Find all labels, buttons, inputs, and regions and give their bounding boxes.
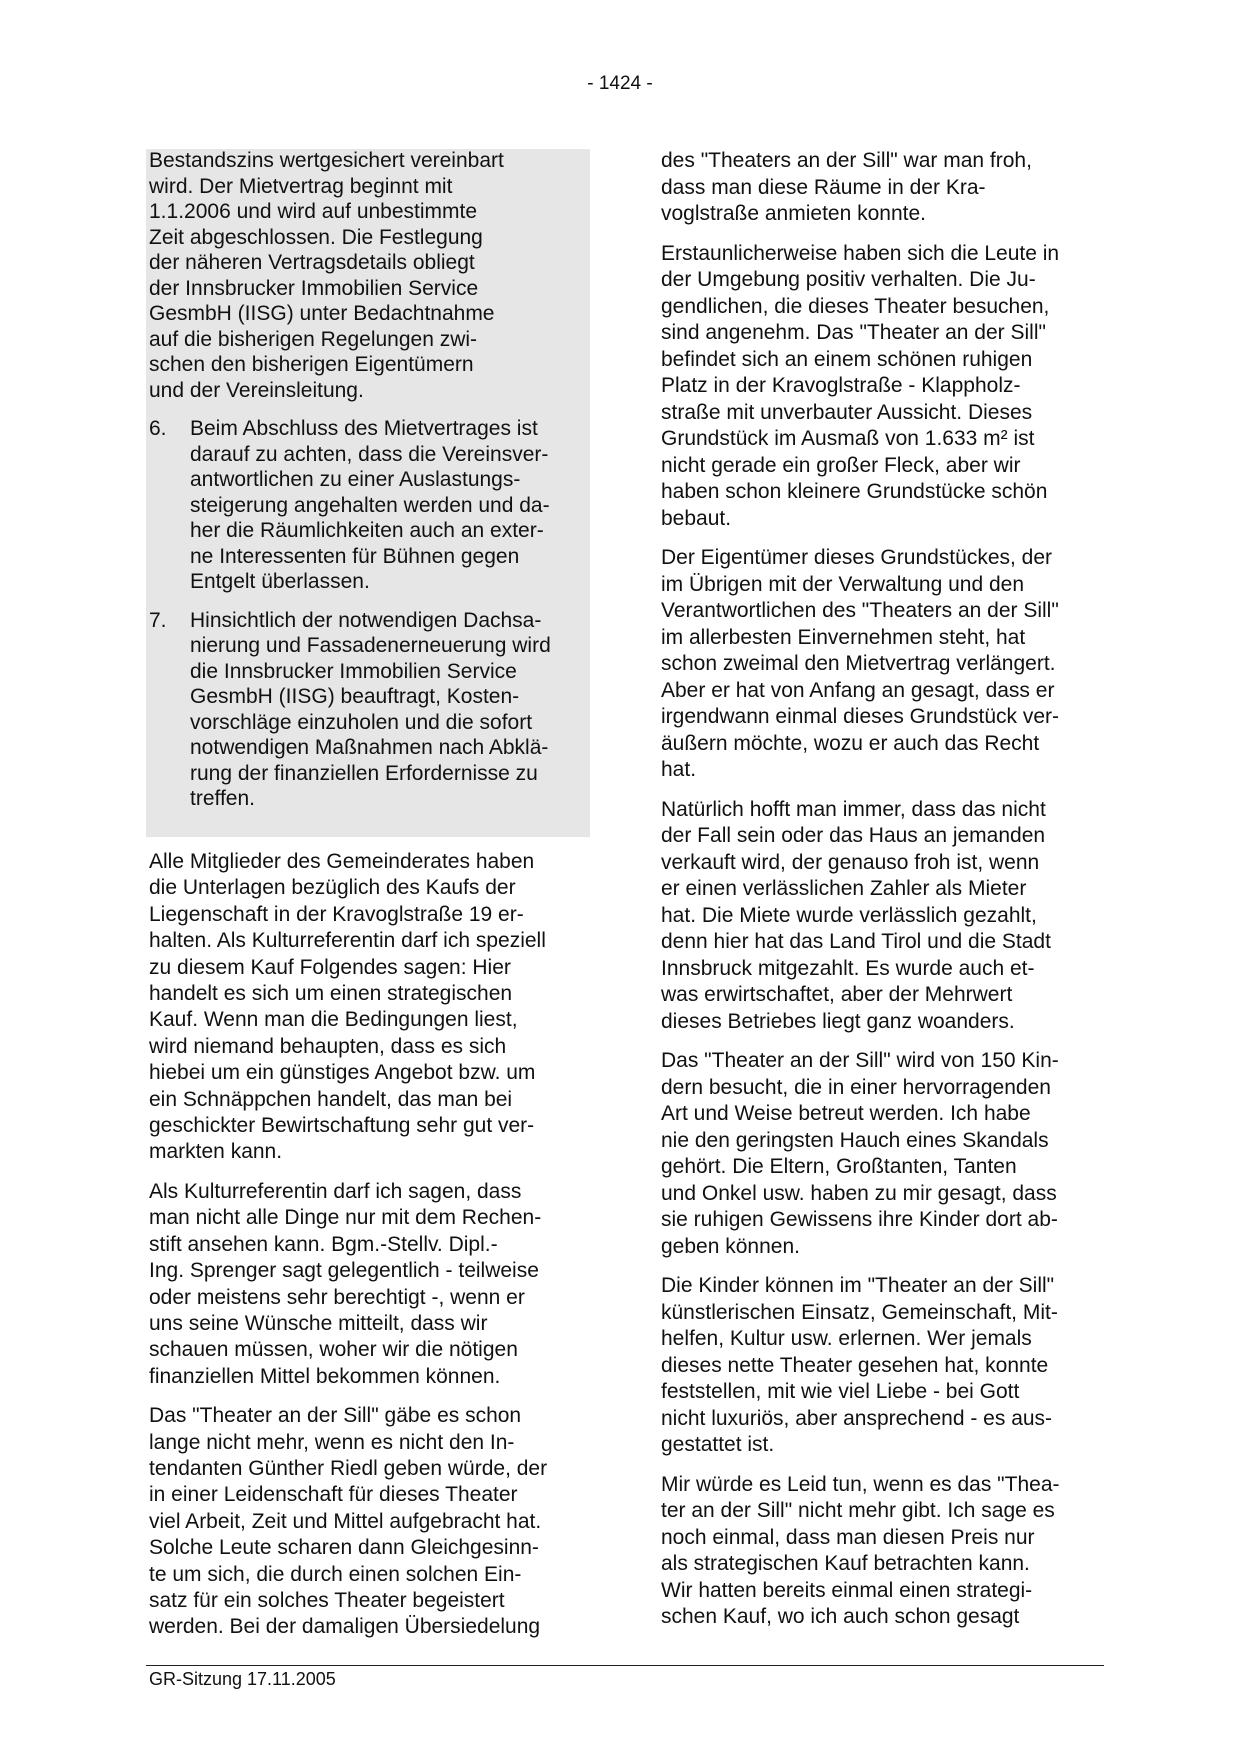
text-line: nicht gerade ein großer Fleck, aber wir [661, 453, 1021, 477]
text-line: schen den bisherigen Eigentümern [149, 353, 474, 376]
text-line: Bestandszins wertgesichert vereinbart [149, 149, 504, 172]
text-line: äußern möchte, wozu er auch das Recht [661, 731, 1040, 755]
paragraph [149, 1403, 589, 1641]
text-line: Art und Weise betreut werden. Ich habe [661, 1102, 1031, 1125]
text-line: noch einmal, dass man diesen Preis nur [661, 1525, 1035, 1549]
text-line: als strategischen Kauf betrachten kann. [661, 1552, 1030, 1575]
text-line: darauf zu achten, dass die Vereinsver- [190, 442, 549, 466]
resolution-text [149, 148, 589, 825]
text-line: ter an der Sill" nicht mehr gibt. Ich sage es [661, 1499, 1055, 1522]
text-line: im Übrigen mit der Verwaltung und den [661, 572, 1025, 596]
text-line: ein Schnäppchen handelt, das man bei [149, 1087, 513, 1111]
text-line: geben können. [661, 1234, 800, 1258]
text-line: man nicht alle Dinge nur mit dem Rechen- [149, 1206, 542, 1230]
text-line: uns seine Wünsche mitteilt, dass wir [149, 1311, 488, 1335]
text-line: Natürlich hofft man immer, dass das nicht [661, 797, 1046, 821]
text-line: sind angenehm. Das "Theater an der Sill" [661, 321, 1046, 344]
text-line: satz für ein solches Theater begeistert [149, 1588, 505, 1612]
text-line: wird niemand behaupten, dass es sich [149, 1034, 507, 1058]
text-line: dieses Betriebes liegt ganz woanders. [661, 1009, 1015, 1033]
text-line: denn hier hat das Land Tirol und die Stadt [661, 930, 1051, 953]
text-line: Das "Theater an der Sill" gäbe es schon [149, 1404, 522, 1428]
text-line: dern besucht, die in einer hervorragenden [661, 1075, 1051, 1099]
text-line: die Unterlagen bezüglich des Kaufs der [149, 876, 516, 900]
text-line: der Innsbrucker Immobilien Service [149, 276, 479, 300]
text-line: nicht luxuriös, aber ansprechend - es aus- [661, 1406, 1053, 1430]
footer-divider [146, 1665, 1104, 1666]
text-line: Grundstück im Ausmaß von 1.633 m² ist [661, 427, 1035, 450]
text-line: helfen, Kultur usw. erlernen. Wer jemals [661, 1327, 1032, 1350]
text-line: hat. Die Miete wurde verlässlich gezahlt, [661, 903, 1037, 927]
text-line: hiebei um ein günstiges Angebot bzw. um [149, 1061, 536, 1085]
text-line: sie ruhigen Gewissens ihre Kinder dort ab- [661, 1208, 1058, 1231]
paragraph [661, 797, 1106, 1036]
text-line: der Fall sein oder das Haus an jemanden [661, 824, 1046, 847]
text-line: gehört. Die Eltern, Großtanten, Tanten [661, 1155, 1017, 1178]
text-line: Die Kinder können im "Theater an der Sill" [661, 1274, 1055, 1297]
text-line: verkauft wird, der genauso froh ist, wenn [661, 850, 1040, 874]
text-line: schen Kauf, wo ich auch schon gesagt [661, 1605, 1020, 1628]
text-line: was erwirtschaftet, aber der Mehrwert [661, 983, 1013, 1006]
list-item-text [190, 416, 589, 595]
text-line: schon zweimal den Mietvertrag verlängert. [661, 652, 1056, 675]
text-line: Zeit abgeschlossen. Die Festlegung [149, 225, 483, 249]
text-line: her die Räumlichkeiten auch an exter- [190, 519, 544, 542]
text-line: und Onkel usw. haben zu mir gesagt, dass [661, 1181, 1057, 1205]
paragraph [661, 1048, 1106, 1260]
text-line: zu diesem Kauf Folgendes sagen: Hier [149, 955, 511, 979]
text-line: und der Vereinsleitung. [149, 378, 364, 402]
text-line: dieses nette Theater gesehen hat, konnte [661, 1353, 1049, 1377]
text-line: treffen. [190, 787, 255, 810]
left-column [149, 849, 589, 1654]
text-line: Kauf. Wenn man die Bedingungen liest, [149, 1008, 518, 1032]
text-line: notwendigen Maßnahmen nach Abklä- [190, 736, 549, 759]
list-number: 7. [149, 608, 167, 632]
text-line: die Innsbrucker Immobilien Service [190, 659, 517, 683]
text-line: der Umgebung positiv verhalten. Die Ju- [661, 268, 1036, 291]
text-line: Ing. Sprenger sagt gelegentlich - teilweise [149, 1259, 539, 1283]
paragraph [149, 849, 589, 1166]
resolution-item-6 [149, 416, 589, 595]
text-line: werden. Bei der damaligen Übersiedelung [149, 1615, 541, 1639]
text-line: Liegenschaft in der Kravoglstraße 19 er- [149, 902, 524, 926]
text-line: straße mit unverbauter Aussicht. Dieses [661, 400, 1033, 424]
text-line: Mir würde es Leid tun, wenn es das "Thea- [661, 1472, 1060, 1496]
text-line: gendlichen, die dieses Theater besuchen, [661, 294, 1050, 318]
text-line: handelt es sich um einen strategischen [149, 982, 513, 1006]
text-line: Als Kulturreferentin darf ich sagen, dass [149, 1179, 522, 1203]
text-line: hat. [661, 758, 697, 781]
text-line: 1.1.2006 und wird auf unbestimmte [149, 200, 478, 223]
text-line: haben schon kleinere Grundstücke schön [661, 480, 1048, 503]
text-line: Das "Theater an der Sill" wird von 150 Kin- [661, 1049, 1059, 1072]
text-line: antwortlichen zu einer Auslastungs- [190, 468, 521, 491]
list-item-text [190, 608, 589, 812]
text-line: Innsbruck mitgezahlt. Es wurde auch et- [661, 956, 1035, 980]
right-column [661, 148, 1106, 1644]
text-line: lange nicht mehr, wenn es nicht den In- [149, 1430, 515, 1454]
text-line: vorschläge einzuholen und die sofort [190, 710, 533, 734]
text-line: Verantwortlichen des "Theaters an der Sill" [661, 599, 1059, 622]
paragraph [149, 1179, 589, 1390]
footer-session-date: GR-Sitzung 17.11.2005 [149, 1669, 336, 1689]
text-line: der näheren Vertragsdetails obliegt [149, 251, 475, 274]
text-line: Aber er hat von Anfang an gesagt, dass er [661, 678, 1055, 702]
text-line: finanziellen Mittel bekommen können. [149, 1364, 501, 1388]
text-line: Wir hatten bereits einmal einen strategi- [661, 1578, 1033, 1602]
paragraph [661, 241, 1106, 533]
text-line: im allerbesten Einvernehmen steht, hat [661, 625, 1026, 649]
text-line: Erstaunlicherweise haben sich die Leute in [661, 241, 1060, 265]
paragraph [661, 545, 1106, 784]
text-line: GesmbH (IISG) beauftragt, Kosten- [190, 685, 520, 708]
text-line: Solche Leute scharen dann Gleichgesinn- [149, 1536, 539, 1560]
text-line: gestattet ist. [661, 1433, 775, 1456]
text-line: steigerung angehalten werden und da- [190, 493, 550, 517]
text-line: Der Eigentümer dieses Grundstückes, der [661, 546, 1053, 569]
text-line: nierung und Fassadenerneuerung wird [190, 634, 551, 657]
text-line: wird. Der Mietvertrag beginnt mit [149, 174, 453, 198]
text-line: dass man diese Räume in der Kra- [661, 175, 986, 199]
paragraph [661, 1273, 1106, 1459]
text-line: viel Arbeit, Zeit und Mittel aufgebracht hat. [149, 1509, 542, 1533]
text-line: geschickter Bewirtschaftung sehr gut ver- [149, 1114, 535, 1138]
text-line: schauen müssen, woher wir die nötigen [149, 1338, 518, 1362]
text-line: markten kann. [149, 1140, 283, 1164]
text-line: rung der finanziellen Erfordernisse zu [190, 761, 538, 785]
text-line: ne Interessenten für Bühnen gegen [190, 544, 520, 568]
text-line: auf die bisherigen Regelungen zwi- [149, 327, 478, 351]
paragraph [661, 148, 1106, 228]
text-line: feststellen, mit wie viel Liebe - bei Gott [661, 1380, 1020, 1403]
text-line: GesmbH (IISG) unter Bedachtnahme [149, 302, 495, 325]
page-number: - 1424 - [587, 73, 653, 94]
text-line: des "Theaters an der Sill" war man froh, [661, 149, 1032, 172]
text-line: halten. Als Kulturreferentin darf ich speziell [149, 929, 546, 953]
text-line: Platz in der Kravoglstraße - Klappholz- [661, 374, 1021, 397]
text-line: irgendwann einmal dieses Grundstück ver- [661, 705, 1060, 728]
text-line: künstlerischen Einsatz, Gemeinschaft, Mit- [661, 1300, 1058, 1324]
text-line: in einer Leidenschaft für dieses Theater [149, 1483, 518, 1507]
resolution-continuation [149, 148, 589, 403]
text-line: tendanten Günther Riedl geben würde, der [149, 1456, 548, 1480]
text-line: Beim Abschluss des Mietvertrages ist [190, 417, 538, 440]
text-line: nie den geringsten Hauch eines Skandals [661, 1128, 1049, 1152]
text-line: er einen verlässlichen Zahler als Mieter [661, 877, 1027, 900]
list-number: 6. [149, 417, 167, 440]
paragraph [661, 1472, 1106, 1631]
text-line: Hinsichtlich der notwendigen Dachsa- [190, 608, 542, 632]
text-line: Entgelt überlassen. [190, 570, 370, 593]
text-line: voglstraße anmieten konnte. [661, 202, 926, 225]
text-line: Alle Mitglieder des Gemeinderates haben [149, 850, 535, 873]
text-line: bebaut. [661, 506, 732, 530]
text-line: befindet sich an einem schönen ruhigen [661, 347, 1033, 371]
text-line: stift ansehen kann. Bgm.-Stellv. Dipl.- [149, 1232, 498, 1256]
resolution-item-7 [149, 608, 589, 812]
text-line: te um sich, die durch einen solchen Ein- [149, 1562, 522, 1586]
text-line: oder meistens sehr berechtigt -, wenn er [149, 1285, 525, 1309]
